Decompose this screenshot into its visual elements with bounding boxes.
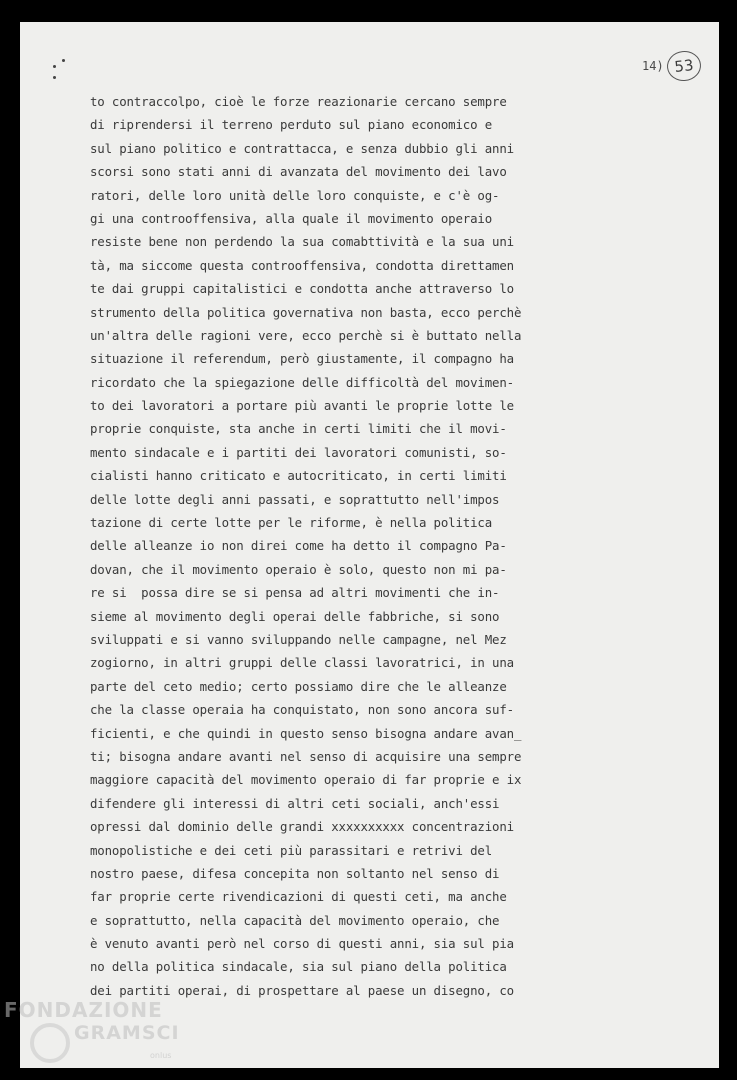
watermark-line-2: GRAMSCI (74, 1022, 180, 1044)
text-line: difendere gli interessi di altri ceti sociali, anch'essi (90, 795, 500, 811)
text-line: resiste bene non perdendo la sua comabttività e la sua uni (90, 234, 514, 250)
text-line: to contraccolpo, cioè le forze reazionarie cercano sempre (90, 94, 507, 109)
text-line: te dai gruppi capitalistici e condotta anche attraverso lo (90, 281, 514, 297)
text-line: e soprattutto, nella capacità del movimento operaio, che (90, 912, 500, 928)
text-line: sul piano politico e contrattacca, e senza dubbio gli anni (90, 140, 514, 156)
text-line: maggiore capacità del movimento operaio di far proprie e ix (90, 772, 522, 788)
text-line: strumento della politica governativa non basta, ecco perchè (90, 304, 522, 320)
text-line: re si possa dire se si pensa ad altri movimenti che in- (90, 585, 500, 601)
body-text (90, 90, 690, 1002)
page-number (642, 54, 701, 78)
text-line: scorsi sono stati anni di avanzata del movimento dei lavo (90, 164, 507, 180)
margin-dots (53, 59, 73, 81)
text-line: che la classe operaia ha conquistato, non sono ancora suf- (90, 702, 514, 718)
text-line: nostro paese, difesa concepita non soltanto nel senso di (90, 865, 500, 881)
text-line: sviluppati e si vanno sviluppando nelle campagne, nel Mez (90, 631, 507, 647)
text-line: ti; bisogna andare avanti nel senso di acquisire una sempre (90, 748, 522, 764)
text-line: dovan, che il movimento operaio è solo, questo non mi pa- (90, 561, 507, 577)
text-line: tà, ma siccome questa controoffensiva, condotta direttamen (90, 257, 514, 273)
text-line: ratori, delle loro unità delle loro conquiste, e c'è og- (90, 187, 500, 203)
text-line: situazione il referendum, però giustamente, il compagno ha (90, 351, 514, 367)
watermark-line-1: FONDAZIONE (4, 998, 163, 1022)
text-line: parte del ceto medio; certo possiamo dire che le alleanze (90, 678, 507, 694)
text-line: dei partiti operai, di prospettare al paese un disegno, co (90, 982, 514, 998)
text-line: monopolistiche e dei ceti più parassitari e retrivi del (90, 842, 493, 858)
page-number-typed: 14) (642, 59, 664, 73)
text-line: to dei lavoratori a portare più avanti le proprie lotte le (90, 398, 514, 414)
text-line: opressi dal dominio delle grandi xxxxxxxxxx concentrazioni (90, 819, 514, 835)
text-line: delle lotte degli anni passati, e soprattutto nell'impos (90, 491, 500, 507)
text-line: mento sindacale e i partiti dei lavoratori comunisti, so- (90, 444, 507, 460)
text-line: gi una controoffensiva, alla quale il movimento operaio (90, 210, 493, 226)
text-line: un'altra delle ragioni vere, ecco perchè si è buttato nella (90, 327, 522, 343)
text-line: di riprendersi il terreno perduto sul piano economico e (90, 117, 493, 133)
text-line: no della politica sindacale, sia sul piano della politica (90, 959, 507, 975)
text-line: zogiorno, in altri gruppi delle classi lavoratrici, in una (90, 655, 514, 671)
text-line: ficienti, e che quindi in questo senso bisogna andare avan_ (90, 725, 522, 741)
text-line: delle alleanze io non direi come ha detto il compagno Pa- (90, 538, 507, 554)
typewritten-page (20, 22, 719, 1068)
text-line: far proprie certe rivendicazioni di questi ceti, ma anche (90, 889, 507, 905)
text-line: proprie conquiste, sta anche in certi limiti che il movi- (90, 421, 507, 437)
page-number-circled: 53 (665, 49, 702, 82)
text-line: cialisti hanno criticato e autocriticato, in certi limiti (90, 468, 507, 484)
text-line: sieme al movimento degli operai delle fabbriche, si sono (90, 608, 500, 624)
text-line: ricordato che la spiegazione delle difficoltà del movimen- (90, 374, 514, 390)
watermark-line-3: onlus (150, 1051, 172, 1060)
text-line: è venuto avanti però nel corso di questi anni, sia sul pia (90, 936, 514, 952)
text-line: tazione di certe lotte per le riforme, è nella politica (90, 515, 493, 531)
